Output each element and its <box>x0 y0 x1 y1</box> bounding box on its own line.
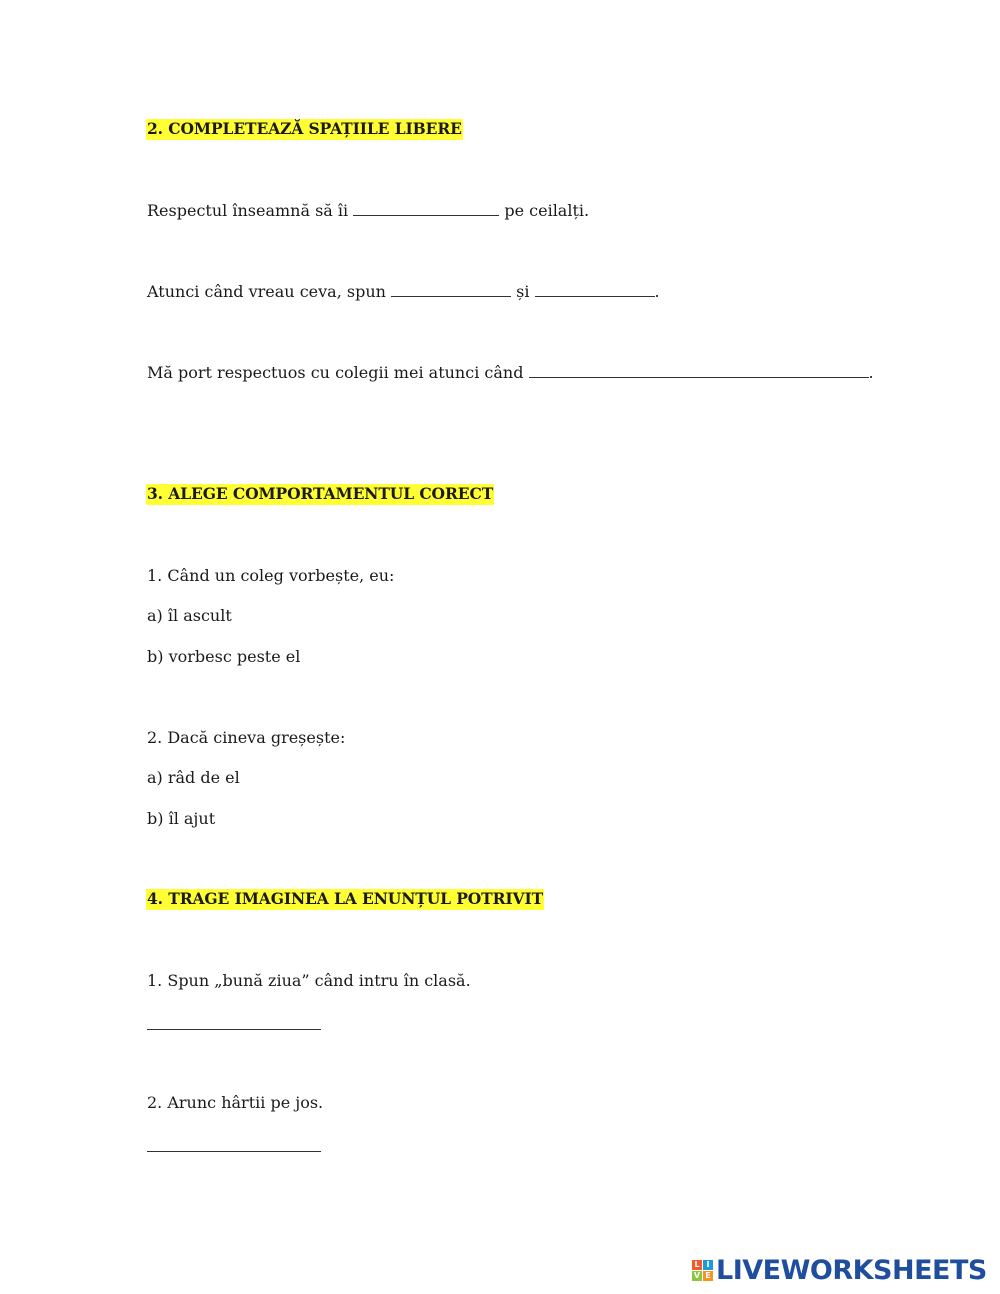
section-4-heading: 4. TRAGE IMAGINEA LA ENUNȚUL POTRIVIT <box>147 889 544 908</box>
question-1-option-b[interactable]: b) vorbesc peste el <box>147 647 301 666</box>
logo-letter-i: I <box>703 1260 713 1270</box>
logo-letter-e: E <box>703 1271 713 1281</box>
sentence-2-start: Atunci când vreau ceva, spun <box>147 282 386 301</box>
fill-sentence-1 <box>147 201 589 221</box>
question-1: 1. Când un coleg vorbește, eu: <box>147 566 395 585</box>
sentence-2-middle: și <box>516 282 530 301</box>
question-1-option-a[interactable]: a) îl ascult <box>147 606 232 625</box>
fill-sentence-2 <box>147 282 660 302</box>
statement-1: 1. Spun „bună ziua” când intru în clasă. <box>147 971 471 990</box>
question-2-option-b[interactable]: b) îl ajut <box>147 809 216 828</box>
question-2-option-a[interactable]: a) râd de el <box>147 768 240 787</box>
section-3-heading: 3. ALEGE COMPORTAMENTUL CORECT <box>147 484 494 503</box>
blank-3[interactable] <box>529 363 869 378</box>
section-2-heading: 2. COMPLETEAZĂ SPAȚIILE LIBERE <box>147 119 462 138</box>
live-blocks-icon <box>692 1260 713 1281</box>
sentence-3-start: Mă port respectuos cu colegii mei atunci când <box>147 363 524 382</box>
sentence-2-end: . <box>654 282 660 301</box>
drop-zone-2[interactable] <box>147 1151 321 1152</box>
drop-zone-1[interactable] <box>147 1029 321 1030</box>
logo-letter-v: V <box>693 1270 701 1280</box>
sentence-1-start: Respectul înseamnă să îi <box>147 201 349 220</box>
statement-2: 2. Arunc hârtii pe jos. <box>147 1093 324 1112</box>
sentence-1-end: pe ceilalți. <box>504 201 590 220</box>
fill-sentence-3 <box>147 363 874 383</box>
logo-letter-l: L <box>692 1260 702 1270</box>
sentence-3-end: . <box>868 363 874 382</box>
blank-2a[interactable] <box>391 282 511 297</box>
blank-2b[interactable] <box>535 282 655 297</box>
blank-1[interactable] <box>353 201 499 216</box>
logo-text: LIVEWORKSHEETS <box>716 1254 987 1286</box>
liveworksheets-logo <box>692 1255 987 1285</box>
question-2: 2. Dacă cineva greșește: <box>147 728 346 747</box>
